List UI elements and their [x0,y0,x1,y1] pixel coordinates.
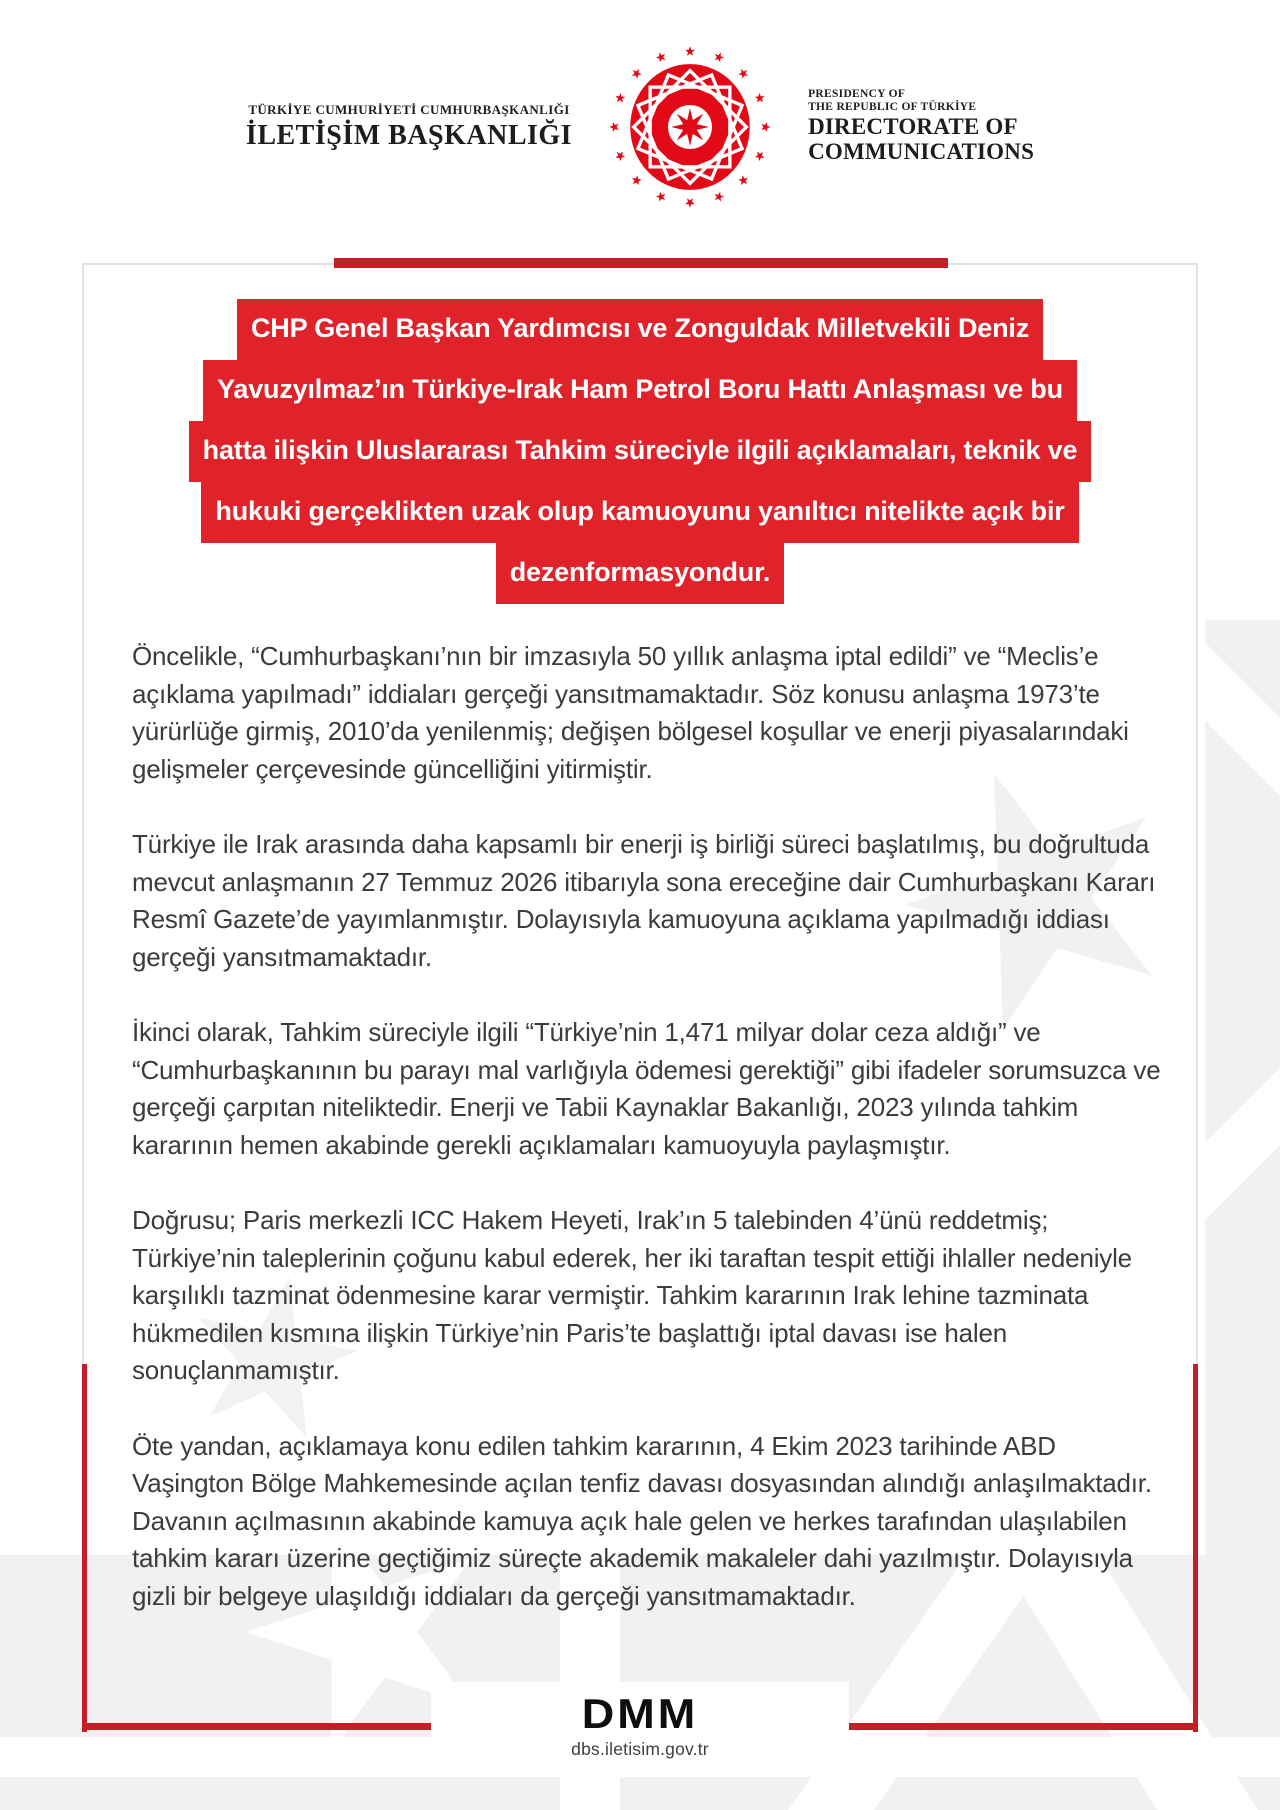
announcement-card [82,263,1198,1730]
header-left-block [246,102,572,152]
header [0,0,1280,235]
header-left-top-label: TÜRKİYE CUMHURİYETİ CUMHURBAŞKANLIĞI [248,101,570,117]
header-right-block [808,88,1034,165]
headline-line: CHP Genel Başkan Yardımcısı ve Zonguldak Milletvekili Deniz [237,299,1043,360]
paragraph-5: Öte yandan, açıklamaya konu edilen tahkim kararının, 4 Ekim 2023 tarihinde ABD Vaşington Bölge Mahkemesinde açılan tenfiz davası dosyasından alındığı anlaşılmaktadır. Davanın açılmasının akabinde kamuya açık hale gelen ve herkes tarafından ulaşılabilen tahkim kararı üzerine geçtiğimiz süreçte akademik makaleler dahi yazılmıştır. Dolayısıyla gizli bir belgeye ulaşıldığı iddiaları da gerçeği yansıtmamaktadır. [132,1430,1152,1611]
headline-line: hukuki gerçeklikten uzak olup kamuoyunu yanıltıcı nitelikte açık bir [201,482,1078,543]
footer [431,1682,849,1774]
presidency-emblem-icon [606,41,774,213]
header-left-bottom-label: İLETİŞİM BAŞKANLIĞI [245,119,573,151]
dmm-logo: DMM [581,1690,699,1737]
card-bottom-red-bar-left [82,1723,432,1730]
header-right-line4: COMMUNICATIONS [808,139,1035,165]
body-text [84,604,1196,1615]
paragraph-1: Öncelikle, “Cumhurbaşkanı’nın bir imzasıyla 50 yıllık anlaşma iptal edildi” ve “Meclis’e açıklama yapılmadı” iddiaları gerçeği yansıtmamaktadır. Söz konusu anlaşma 1973’te yürürlüğe girmiş, 2010’da yenilenmiş; değişen bölgesel koşullar ve enerji piyasalarındaki gelişmeler çerçevesinde güncelliğini yitirmiştir. [132,641,1129,784]
header-right-line3: DIRECTORATE OF [808,113,1018,139]
header-right-line1: PRESIDENCY OF [808,87,906,100]
card-left-red-bar [82,1364,87,1732]
headline [84,299,1196,604]
paragraph-4: Doğrusu; Paris merkezli ICC Hakem Heyeti, Irak’ın 5 talebinden 4’ünü reddetmiş; Türkiye’nin taleplerinin çoğunu kabul ederek, her iki taraftan tespit ettiği ihlaller nedeniyle karşılıklı tazminat ödenmesine karar vermiştir. Tahkim kararının Irak lehine tazminata hükmedilen kısmına ilişkin Türkiye’nin Paris’te başlattığı iptal davası ise halen sonuçlanmamıştır. [132,1205,1132,1385]
card-bottom-red-bar-right [846,1723,1198,1730]
paragraph-3: İkinci olarak, Tahkim süreciyle ilgili “Türkiye’nin 1,471 milyar dolar ceza aldığı” ve “Cumhurbaşkanının bu parayı mal varlığıyla ödemesi gerektiği” gibi ifadeler sorumsuzca ve gerçeği çarpıtan niteliktedir. Enerji ve Tabii Kaynaklar Bakanlığı, 2023 yılında tahkim kararının hemen akabinde gerekli açıklamaları kamuoyuyla paylaşmıştır. [132,1017,1161,1160]
paragraph-2: Türkiye ile Irak arasında daha kapsamlı bir enerji iş birliği süreci başlatılmış, bu doğrultuda mevcut anlaşmanın 27 Temmuz 2026 itibarıyla sona ereceğine dair Cumhurbaşkanı Kararı Resmî Gazete’de yayımlanmıştır. Dolayısıyla kamuoyuna açıklama yapılmadığı iddiası gerçeği yansıtmamaktadır. [132,829,1156,972]
card-top-red-bar [334,258,948,268]
headline-line: Yavuzyılmaz’ın Türkiye-Irak Ham Petrol Boru Hattı Anlaşması ve bu [203,360,1077,421]
footer-url-link[interactable]: dbs.iletisim.gov.tr [571,1739,709,1759]
card-right-red-bar [1193,1364,1198,1732]
headline-line: dezenformasyondur. [496,543,784,604]
headline-line: hatta ilişkin Uluslararası Tahkim süreciyle ilgili açıklamaları, teknik ve [189,421,1092,482]
header-right-line2: THE REPUBLIC OF TÜRKİYE [808,100,977,113]
